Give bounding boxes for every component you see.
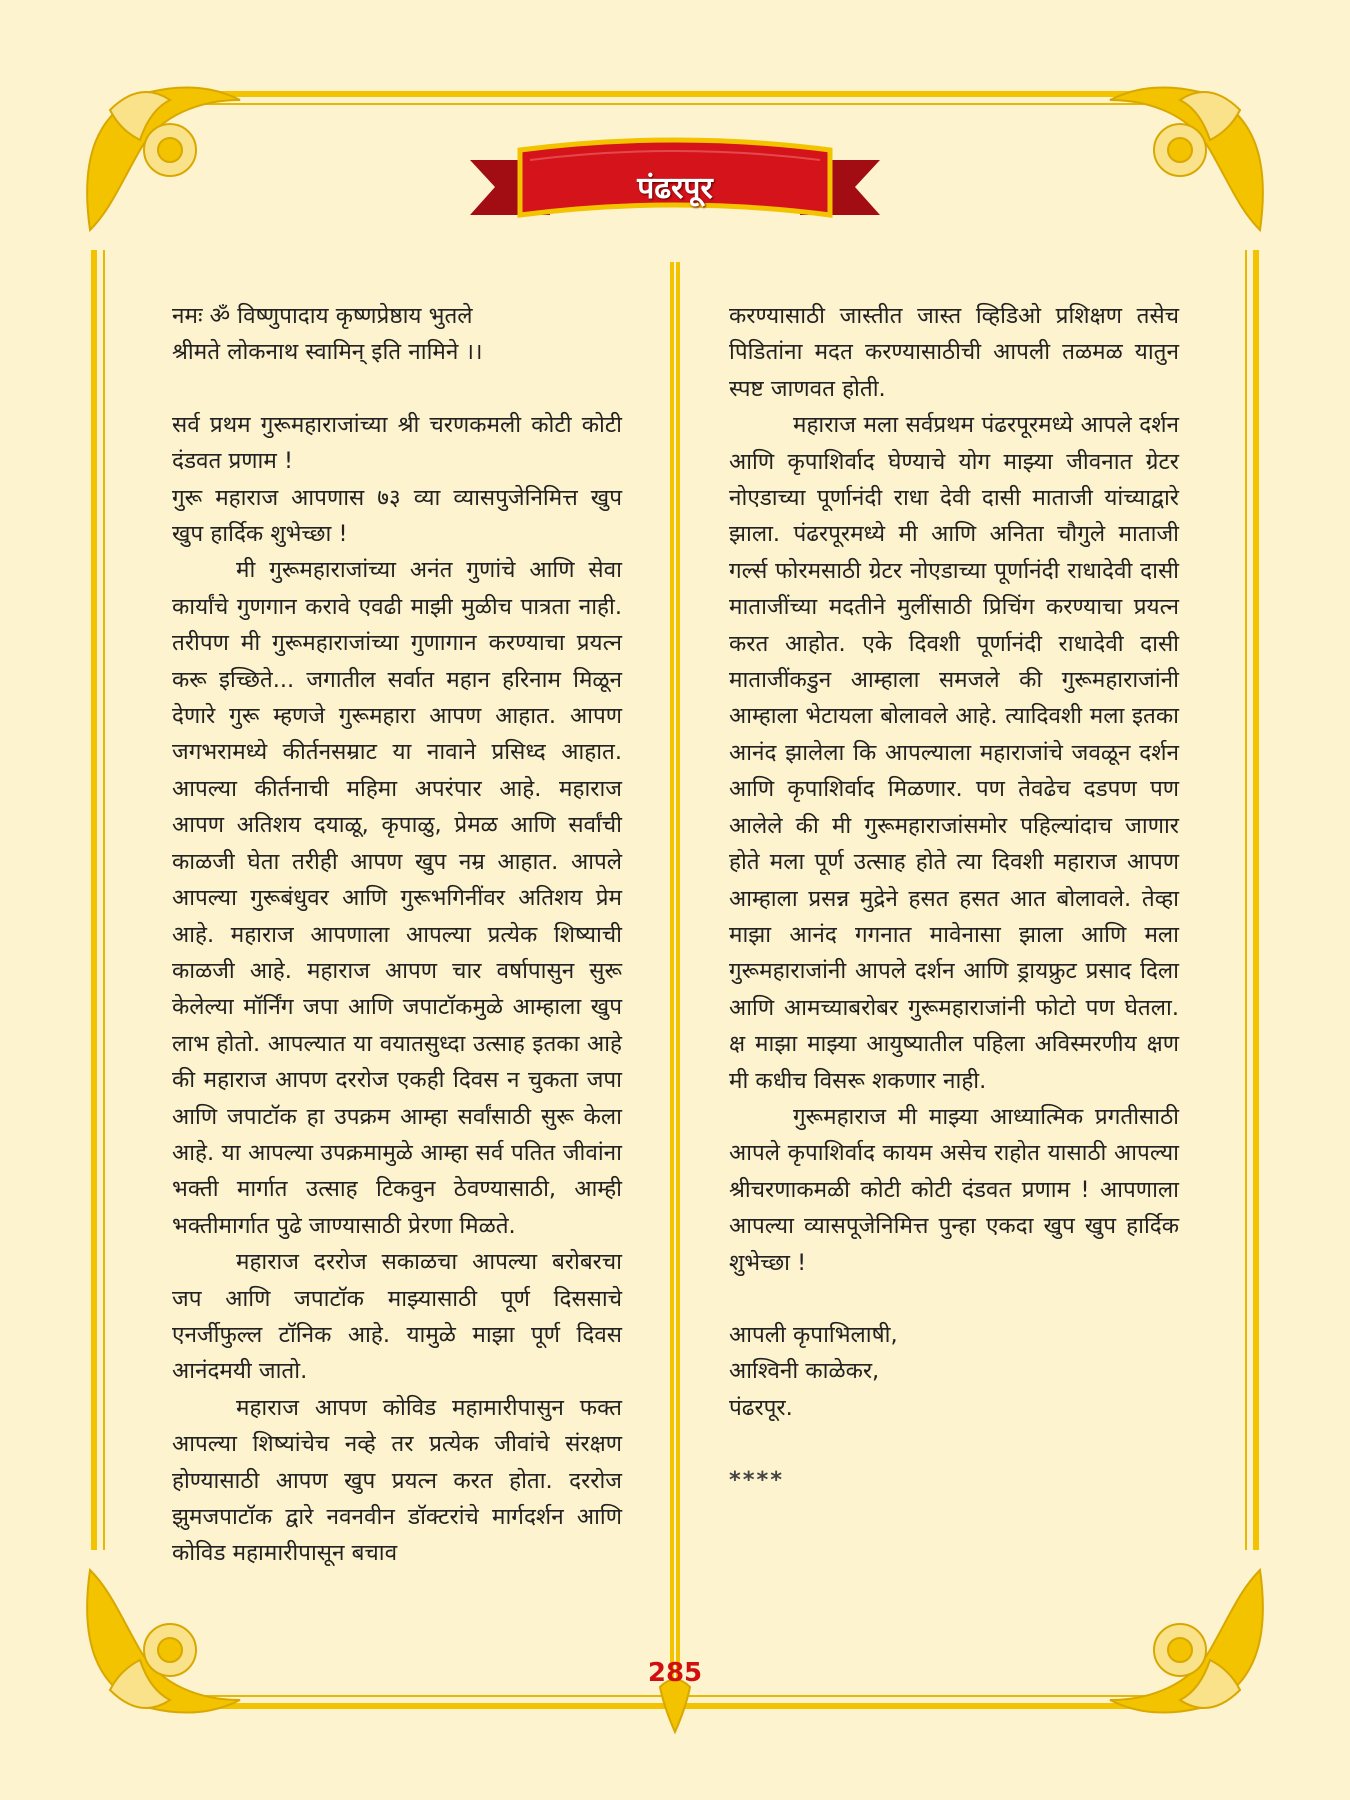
corner-ornament-top-left — [87, 87, 240, 230]
right-text-column — [729, 298, 1179, 1499]
paragraph: गुरूमहाराज मी माझ्या आध्यात्मिक प्रगतीसाठी आपले कृपाशिर्वाद कायम असेच राहोत यासाठी आपल्या श्रीचरणाकमळी कोटी कोटी दंडवत प्रणाम ! आपणाला आपल्या व्यासपूजेनिमित्त पुन्हा एकदा खुप खुप हार्दिक शुभेच्छा ! — [729, 1103, 1179, 1276]
corner-ornament-bottom-left — [87, 1570, 240, 1713]
paragraph: महाराज मला सर्वप्रथम पंढरपूरमध्ये आपले दर्शन आणि कृपाशिर्वाद घेण्याचे योग माझ्या जीवनात ग्रेटर नोएडाच्या पूर्णानंदी राधा देवी दासी माताजी यांच्याद्वारे झाला. पंढरपूरमध्ये मी आणि अनिता चौगुले माताजी गर्ल्स फोरमसाठी ग्रेटर नोएडाच्या पूर्णानंदी राधादेवी दासी माताजींच्या मदतीने मुलींसाठी प्रिचिंग करण्याचा प्रयत्न करत आहोत. एके दिवशी पूर्णानंदी राधादेवी दासी माताजींकडुन आम्हाला समजले की गुरूमहाराजांनी आम्हाला भेटायला बोलावले आहे. त्यादिवशी मला इतका आनंद झालेला कि आपल्याला महाराजांचे जवळून दर्शन आणि कृपाशिर्वाद मिळणार. पण तेवढेच दडपण पण आलेले की मी गुरूमहाराजांसमोर पहिल्यांदाच जाणार होते मला पूर्ण उत्साह होते त्या दिवशी महाराज आपण आम्हाला प्रसन्न मुद्रेने हसत हसत आत बोलावले. तेव्हा माझा आनंद गगनात मावेनासा झाला आणि मला गुरूमहाराजांनी आपले दर्शन आणि ड्रायफ्रुट प्रसाद दिला आणि आमच्याबरोबर गुरूमहाराजांनी फोटो पण घेतला. क्ष माझा माझ्या आयुष्यातील पहिला अविस्मरणीय क्षण मी कधीच विसरू शकणार नाही. — [729, 412, 1179, 1094]
paragraph: करण्यासाठी जास्तीत जास्त व्हिडिओ प्रशिक्षण तसेच पिडितांना मदत करण्यासाठीची आपली तळमळ यातुन स्पष्ट जाणवत होती. — [729, 303, 1179, 402]
page-title: पंढरपूर — [637, 171, 713, 206]
closing-stars: **** — [729, 1467, 785, 1494]
paragraph: महाराज आपण कोविड महामारीपासुन फक्त आपल्या शिष्यांचेच नव्हे तर प्रत्येक जीवांचे संरक्षण होण्यासाठी आपण खुप प्रयत्न करत होता. दररोज झुमजपाटॉक द्वारे नवनवीन डॉक्टरांचे मार्गदर्शन आणि कोविड महामारीपासून बचाव — [172, 1394, 622, 1567]
paragraph: गुरू महाराज आपणास ७३ व्या व्यासपुजेनिमित्त खुप खुप हार्दिक शुभेच्छा ! — [172, 484, 622, 548]
paragraph: श्रीमते लोकनाथ स्वामिन् इति नामिने ।। — [172, 339, 483, 366]
paragraph-gap — [172, 371, 622, 407]
left-text-column — [172, 298, 622, 1572]
paragraph: मी गुरूमहाराजांच्या अनंत गुणांचे आणि सेवा कार्यांचे गुणगान करावे एवढी माझी मुळीच पात्रता नाही. तरीपण मी गुरूमहाराजांच्या गुणागान करण्याचा प्रयत्न करू इच्छिते... जगातील सर्वात महान हरिनाम मिळून देणारे गुरू म्हणजे गुरूमहारा आपण आहात. आपण जगभरामध्ये कीर्तनसम्राट या नावाने प्रसिध्द आहात. आपल्या कीर्तनाची महिमा अपरंपार आहे. महाराज आपण अतिशय दयाळू, कृपाळु, प्रेमळ आणि सर्वांची काळजी घेता तरीही आपण खुप नम्र आहात. आपले आपल्या गुरूबंधुवर आणि गुरूभगिनींवर अतिशय प्रेम आहे. महाराज आपणाला आपल्या प्रत्येक शिष्याची काळजी आहे. महाराज आपण चार वर्षापासुन सुरू केलेल्या मॉर्निंग जपा आणि जपाटॉकमुळे आम्हाला खुप लाभ होतो. आपल्यात या वयातसुध्दा उत्साह इतका आहे की महाराज आपण दररोज एकही दिवस न चुकता जपा आणि जपाटॉक हा उपक्रम आम्हा सर्वांसाठी सुरू केला आहे. या आपल्या उपक्रमामुळे आम्हा सर्व पतित जीवांना भक्ती मार्गात उत्साह टिकवुन ठेवण्यासाठी, आम्ही भक्तीमार्गात पुढे जाण्यासाठी प्रेरणा मिळते. — [172, 557, 622, 1239]
paragraph-gap — [729, 1281, 1179, 1317]
page-number: 285 — [647, 1658, 703, 1688]
paragraph-gap — [729, 1426, 1179, 1462]
column-divider-ornament — [652, 262, 698, 1742]
paragraph: आपली कृपाभिलाषी, — [729, 1321, 898, 1348]
paragraph: नमः ॐ विष्णुपादाय कृष्णप्रेष्ठाय भुतले — [172, 303, 473, 329]
paragraph: सर्व प्रथम गुरूमहाराजांच्या श्री चरणकमली कोटी कोटी दंडवत प्रणाम ! — [172, 411, 622, 475]
corner-ornament-bottom-right — [1110, 1570, 1263, 1713]
paragraph: आश्विनी काळेकर, — [729, 1358, 880, 1385]
paragraph: पंढरपूर. — [729, 1394, 793, 1421]
corner-ornament-top-right — [1110, 87, 1263, 230]
paragraph: महाराज दररोज सकाळचा आपल्या बरोबरचा जप आणि जपाटॉक माझ्यासाठी पूर्ण दिससाचे एनर्जीफुल्ल टॉनिक आहे. यामुळे माझा पूर्ण दिवस आनंदमयी जातो. — [172, 1249, 622, 1385]
